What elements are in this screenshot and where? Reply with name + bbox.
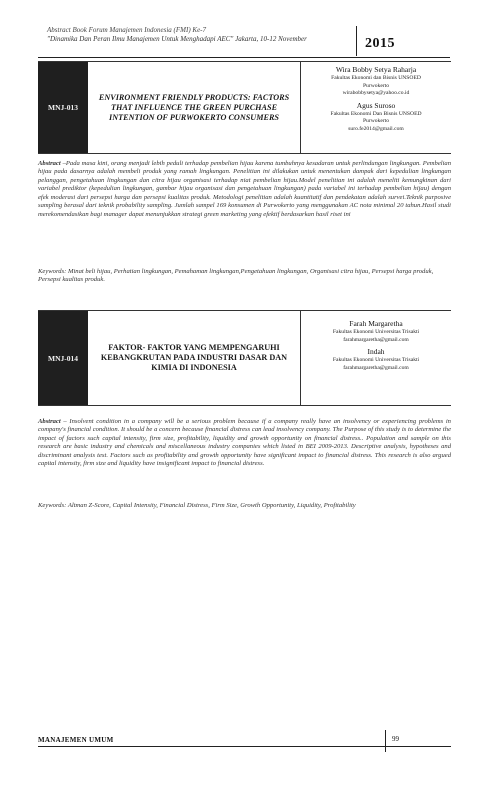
header-conference-theme: "Dinamika Dan Peran Ilmu Manajemen Untuk Menghadapi AEC" Jakarta, 10-12 November (47, 35, 307, 43)
header-proceedings-title: Abstract Book Forum Manajemen Indonesia (FMI) Ke-7 (47, 26, 207, 34)
abstract-text: – Insolvent condition in a company will be a serious problem because if a company really have an insolvency or experiencing problems in company's financial condition. It should be a concern because financial distress can lead insolvency company. The Purpose of this study is to determine the impact of factors such capital intensity, firm size, profitability, liquidity and growth opportunity on financial distress.. Population and sample on this research are basic industry and chemicals and miscellaneous industry companies which listed in BEI 2009-2013. Descriptive analysis, hypotheses and discriminant analysis test. Factors such as profitability and growth opportunity have significant impact to financial distress. This research is also argued capital intensity, firm size and liquidity have insignificant impact to financial distress. (38, 418, 451, 468)
header-rule (38, 57, 450, 58)
author-affiliation: Fakultas Ekonomi dan Bisnis UNSOED (331, 75, 421, 81)
author-block (300, 62, 451, 153)
keywords: Keywords: Altman Z-Score, Capital Intensity, Financial Distress, Firm Size, Growth Opportunity, Liquidity, Profitability (38, 502, 356, 509)
author-block (300, 311, 451, 405)
page-number: 99 (392, 735, 399, 743)
author-affiliation: Fakultas Ekonomi Universitas Trisakti (332, 357, 420, 363)
author-email: suro.fe2014@gmail.com (348, 125, 404, 132)
author-name: Agus Suroso (356, 100, 396, 110)
abstract-text: –Pada masa kini, orang menjadi lebih peduli terhadap pembelian hijau karena tumbuhnya kesadaran untuk perlindungan lingkungan. Pembelian hijau pada dasarnya adalah membeli produk yang ramah lingkungan. Penelitian ini dilakukan untuk menentukan dampak dari kepedulian lingkungan pelanggan, pengetahuan lingkungan dan citra hijau organisasi terhadap niat pembelian hijau.Model penelitian ini adalah meneliti kemungkinan dari variabel prediktor (kepedulian lingkungan, gambar hijau organisasi dan pengetahuan lingkungan) pada variabel ini terhadap pembelian hijau) dengan efek moderasi dari persepsi harga dan persepsi kualitas produk. Metodologi penelitian adalah kuantitatif dan pendekatan adalah survei.Teknik purposive sampling berasal dari teknik probability sampling. Jumlah sampel 169 konsumen di Purwokerto yang menggunakan AC nota minimal 20 tahun.Hasil studi merekomendasikan bagi manager dapat menunjukkan strategi green marketing yang efektif berdasarkan hasil riset ini (38, 160, 452, 218)
abstract-label: Abstract (38, 160, 61, 167)
footer-separator (385, 730, 386, 752)
article-box-mnj-014 (38, 310, 451, 406)
author-city: Purwokerto (362, 118, 390, 124)
author-name: Farah Margaretha (349, 319, 403, 328)
abstract-label: Abstract (38, 418, 61, 425)
article-title: FAKTOR- FAKTOR YANG MEMPENGARUHI KEBANGKRUTAN PADA INDUSTRI DASAR DAN KIMIA DI INDONESIA (100, 343, 288, 372)
author-affiliation: Fakultas Ekonomi Dan Bisnis UNSOED (330, 110, 422, 117)
abstract-paragraph (38, 418, 451, 469)
article-code: MNJ-013 (38, 62, 88, 153)
footer-rule (38, 746, 451, 747)
header-year: 2015 (365, 36, 395, 51)
header-separator (356, 26, 357, 56)
article-title: ENVIRONMENT FRIENDLY PRODUCTS: FACTORS THAT INFLUENCE THE GREEN PURCHASE INTENTION OF PURWOKERTO CONSUMERS (98, 92, 290, 122)
author-email: farahmargaretha@gmail.com (343, 336, 409, 343)
author-name: Indah (367, 347, 385, 356)
author-city: Purwokerto (362, 82, 390, 89)
author-name: Wira Bobby Setya Raharja (335, 65, 417, 74)
author-email: farahmargaretha@gmail.com (343, 364, 409, 371)
author-affiliation: Fakultas Ekonomi Universitas Trisakti (332, 329, 420, 335)
footer-section-title: MANAJEMEN UMUM (38, 736, 114, 744)
author-email: wirabobbysetya@yahoo.co.id (342, 90, 410, 96)
article-box-mnj-013 (38, 61, 451, 154)
article-code: MNJ-014 (38, 311, 88, 405)
abstract-paragraph (38, 160, 451, 219)
keywords: Keywords: Minat beli hijau, Perhatian lingkungan, Pemahaman lingkungan,Pengetahuan lingkungan, Organisasi citra hijau, Persepsi harga produk, Persepsi kualitas produk. (38, 268, 434, 284)
